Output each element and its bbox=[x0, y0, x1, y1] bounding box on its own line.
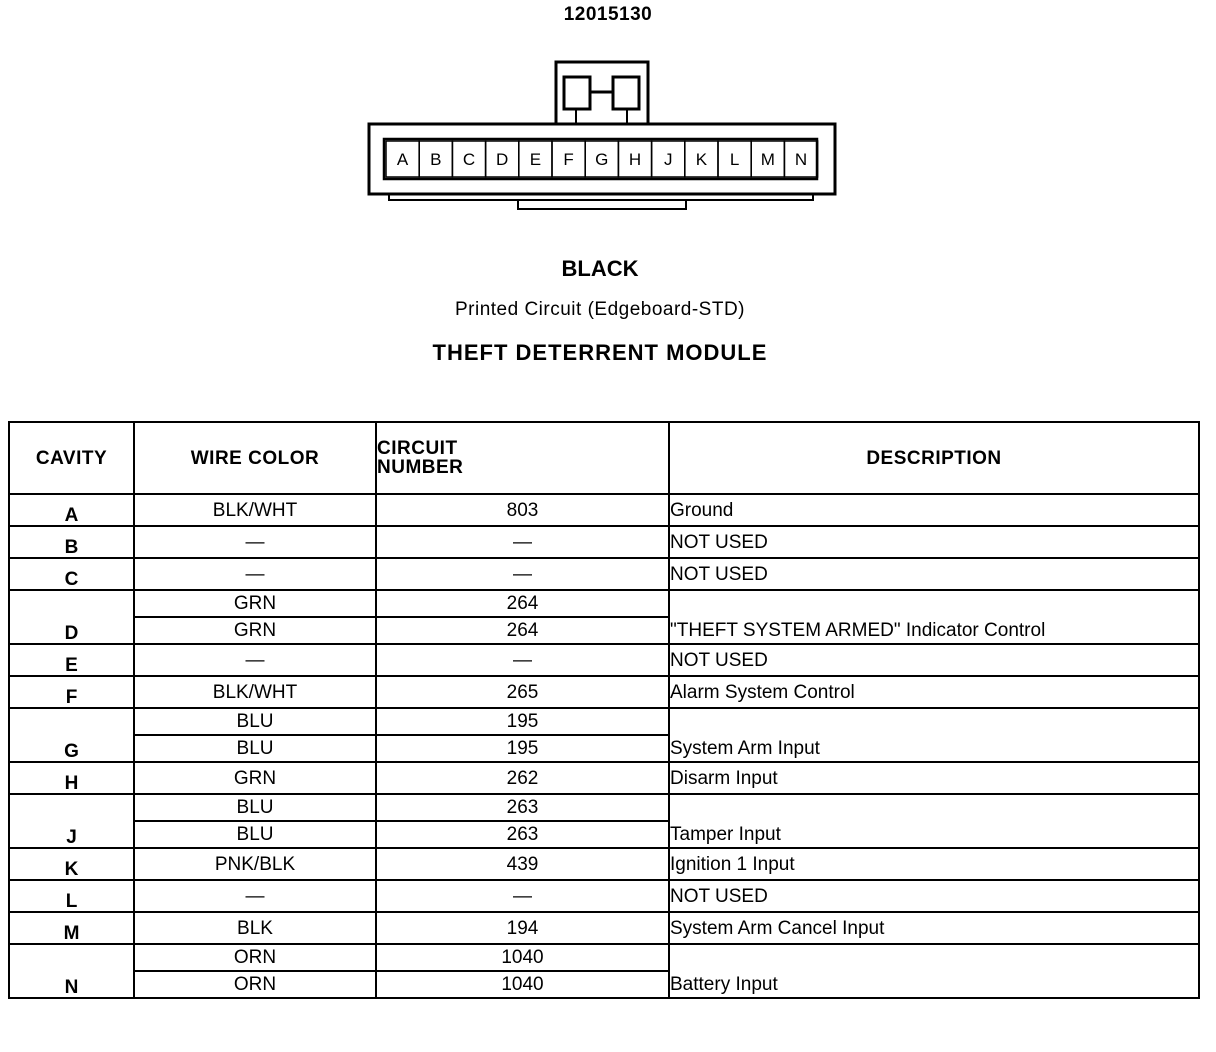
cavity-cell: J bbox=[9, 794, 134, 848]
cavity-cell: G bbox=[9, 708, 134, 762]
circuit-number-cell: — bbox=[376, 880, 669, 912]
wire-color-cell: — bbox=[134, 644, 376, 676]
table-row bbox=[9, 526, 1199, 558]
circuit-number-cell: 262 bbox=[376, 762, 669, 794]
table-row bbox=[9, 848, 1199, 880]
description-cell: NOT USED bbox=[669, 558, 1199, 590]
connector-pin-label: A bbox=[396, 150, 409, 169]
circuit-number-cell: 1040 bbox=[376, 971, 669, 998]
header-circuit-line1: CIRCUIT bbox=[377, 438, 458, 459]
circuit-number-cell: 1040 bbox=[376, 944, 669, 971]
connector-color: BLACK bbox=[561, 256, 639, 281]
description-cell: NOT USED bbox=[669, 880, 1199, 912]
description-cell: System Arm Input bbox=[669, 708, 1199, 762]
wire-color-cell: BLU bbox=[134, 735, 376, 762]
description-cell: Battery Input bbox=[669, 944, 1199, 998]
circuit-number-cell: 803 bbox=[376, 494, 669, 526]
table-row bbox=[9, 944, 1199, 971]
circuit-number-cell: 195 bbox=[376, 735, 669, 762]
table-row bbox=[9, 794, 1199, 821]
description-cell: Tamper Input bbox=[669, 794, 1199, 848]
connector-diagram bbox=[0, 0, 1216, 220]
wire-color-cell: BLU bbox=[134, 794, 376, 821]
cavity-cell: L bbox=[9, 880, 134, 912]
wire-color-cell: ORN bbox=[134, 971, 376, 998]
connector-pin-label: B bbox=[430, 150, 442, 169]
table-row bbox=[9, 494, 1199, 526]
description-cell: Ground bbox=[669, 494, 1199, 526]
description-cell: "THEFT SYSTEM ARMED" Indicator Control bbox=[669, 590, 1199, 644]
connector-latch-tab-right bbox=[613, 77, 639, 109]
table-row bbox=[9, 762, 1199, 794]
circuit-number-cell: 439 bbox=[376, 848, 669, 880]
description-cell: NOT USED bbox=[669, 526, 1199, 558]
connector-pin-label: J bbox=[663, 150, 673, 169]
cavity-cell: D bbox=[9, 590, 134, 644]
wire-color-cell: — bbox=[134, 526, 376, 558]
connector-latch-tab-left bbox=[564, 77, 590, 109]
wire-color-cell: PNK/BLK bbox=[134, 848, 376, 880]
table-row bbox=[9, 644, 1199, 676]
connector-pin-label: E bbox=[529, 150, 542, 169]
circuit-number-cell: 264 bbox=[376, 617, 669, 644]
wire-color-cell: — bbox=[134, 880, 376, 912]
description-cell: System Arm Cancel Input bbox=[669, 912, 1199, 944]
cavity-cell: M bbox=[9, 912, 134, 944]
description-cell: Alarm System Control bbox=[669, 676, 1199, 708]
wire-color-cell: BLU bbox=[134, 821, 376, 848]
wire-color-cell: GRN bbox=[134, 590, 376, 617]
wire-color-cell: BLK/WHT bbox=[134, 676, 376, 708]
header-circuit-number bbox=[376, 422, 669, 494]
cavity-cell: B bbox=[9, 526, 134, 558]
header-cavity: CAVITY bbox=[9, 422, 134, 494]
connector-pin-label: F bbox=[563, 150, 574, 169]
circuit-number-cell: 263 bbox=[376, 821, 669, 848]
circuit-number-cell: 263 bbox=[376, 794, 669, 821]
cavity-cell: N bbox=[9, 944, 134, 998]
circuit-number-cell: — bbox=[376, 644, 669, 676]
cavity-cell: E bbox=[9, 644, 134, 676]
pinout-table bbox=[8, 421, 1200, 999]
connector-pin-label: N bbox=[794, 150, 808, 169]
table-header-row bbox=[9, 422, 1199, 494]
wire-color-cell: BLK/WHT bbox=[134, 494, 376, 526]
circuit-number-cell: 194 bbox=[376, 912, 669, 944]
wire-color-cell: — bbox=[134, 558, 376, 590]
connector-pin-label: K bbox=[695, 150, 708, 169]
circuit-number-cell: — bbox=[376, 558, 669, 590]
header-circuit-line2: NUMBER bbox=[377, 457, 464, 478]
wire-color-cell: GRN bbox=[134, 762, 376, 794]
table-row bbox=[9, 912, 1199, 944]
cavity-cell: C bbox=[9, 558, 134, 590]
table-row bbox=[9, 708, 1199, 735]
description-cell: NOT USED bbox=[669, 644, 1199, 676]
wire-color-cell: BLU bbox=[134, 708, 376, 735]
circuit-number-cell: 195 bbox=[376, 708, 669, 735]
cavity-cell: K bbox=[9, 848, 134, 880]
table-row bbox=[9, 676, 1199, 708]
connector-pin-label: D bbox=[496, 150, 509, 169]
circuit-number-cell: 265 bbox=[376, 676, 669, 708]
description-cell: Disarm Input bbox=[669, 762, 1199, 794]
cavity-cell: H bbox=[9, 762, 134, 794]
wire-color-cell: BLK bbox=[134, 912, 376, 944]
circuit-number-cell: — bbox=[376, 526, 669, 558]
cavity-cell: A bbox=[9, 494, 134, 526]
connector-pin-label: C bbox=[462, 150, 476, 169]
cavity-cell: F bbox=[9, 676, 134, 708]
wire-color-cell: GRN bbox=[134, 617, 376, 644]
part-number: 12015130 bbox=[563, 4, 653, 25]
wire-color-cell: ORN bbox=[134, 944, 376, 971]
table-row bbox=[9, 590, 1199, 617]
header-wire-color: WIRE COLOR bbox=[134, 422, 376, 494]
connector-pin-label: L bbox=[729, 150, 740, 169]
table-row bbox=[9, 880, 1199, 912]
connector-pin-label: G bbox=[595, 150, 609, 169]
connector-type: Printed Circuit (Edgeboard-STD) bbox=[454, 299, 746, 320]
table-row bbox=[9, 558, 1199, 590]
connector-pin-label: H bbox=[628, 150, 642, 169]
circuit-number-cell: 264 bbox=[376, 590, 669, 617]
connector-pin-label: M bbox=[760, 150, 775, 169]
description-cell: Ignition 1 Input bbox=[669, 848, 1199, 880]
header-description: DESCRIPTION bbox=[669, 422, 1199, 494]
module-title: THEFT DETERRENT MODULE bbox=[432, 340, 768, 365]
